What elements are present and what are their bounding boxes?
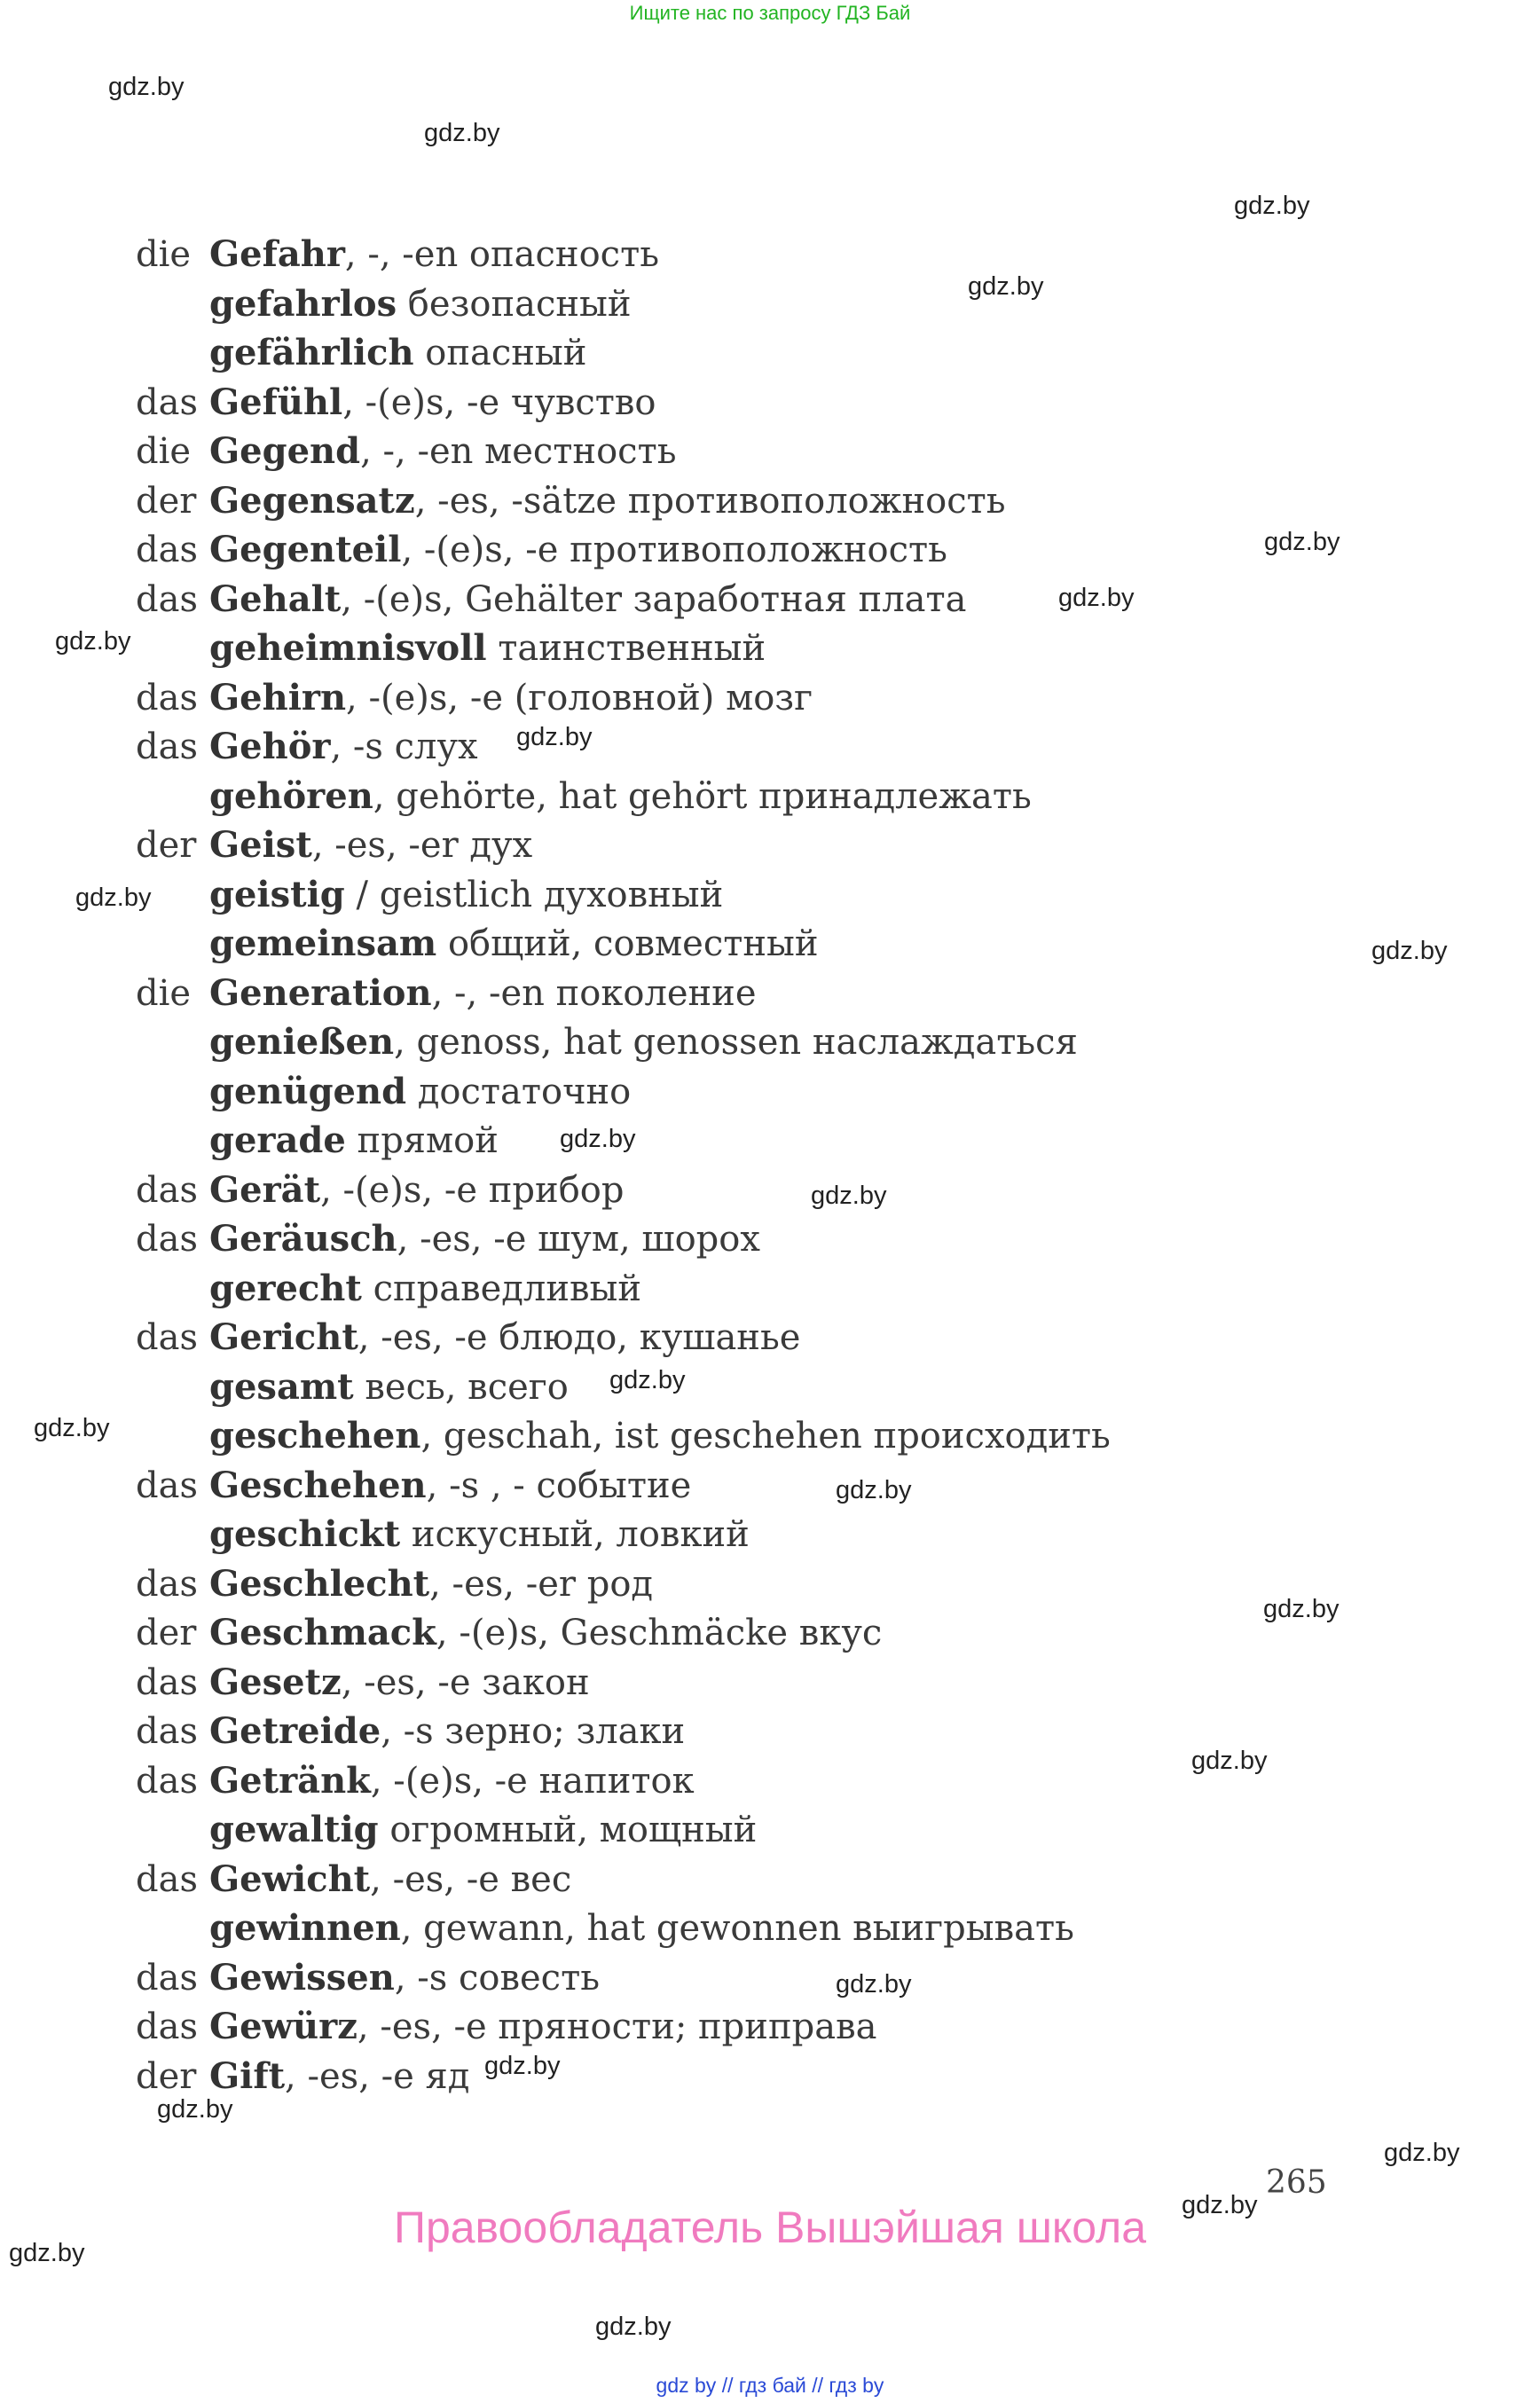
watermark[interactable]: gdz.by [1234, 192, 1310, 220]
watermark[interactable]: gdz.by [108, 73, 185, 101]
entry-details: , -(e)s, -e прибор [320, 1169, 625, 1211]
entry-details: , -es, -e пряности; приправа [357, 2006, 877, 2047]
entry-article: das [136, 1661, 198, 1703]
entry-details: , -(e)s, -e чувство [342, 381, 656, 423]
watermark[interactable]: gdz.by [968, 272, 1044, 301]
entry-headword: gemeinsam [209, 923, 437, 964]
entry-article: das [136, 1219, 198, 1260]
entry-headword: Gericht [209, 1316, 358, 1358]
watermark[interactable]: gdz.by [1191, 1747, 1268, 1775]
entry-article: die [136, 972, 192, 1014]
entry-article: das [136, 1858, 198, 1900]
entry-article: der [136, 2055, 197, 2097]
entry-headword: Gegensatz [209, 479, 415, 522]
watermark[interactable]: gdz.by [1058, 584, 1135, 612]
entry-headword: gehören [209, 774, 373, 817]
entry-headword: Gesetz [209, 1661, 342, 1703]
entry-details: , -es, -e блюдо, кушанье [358, 1317, 801, 1358]
entry-details: , -(e)s, Gehälter заработная плата [341, 578, 967, 620]
entry-article: das [136, 381, 198, 423]
entry-details: , geschah, ist geschehen происходить [420, 1416, 1111, 1457]
entry-details: , -(e)s, -e противоположность [401, 530, 947, 570]
footer-links[interactable]: gdz by // гдз бай // гдз by [656, 2374, 884, 2397]
entry-article: das [136, 1169, 198, 1211]
entry-details: , -es, -e закон [341, 1661, 590, 1703]
entry-details: безопасный [397, 283, 632, 325]
entry-article: der [136, 1613, 197, 1653]
entry-headword: Geschehen [209, 1464, 427, 1506]
entry-headword: gefährlich [209, 332, 414, 373]
entry-details: , -, -en местность [360, 431, 677, 472]
entry-headword: Gegenteil [209, 529, 402, 570]
entry-headword: geschehen [209, 1415, 421, 1457]
entry-headword: gewaltig [209, 1809, 379, 1850]
watermark[interactable]: gdz.by [1263, 1595, 1340, 1623]
entry-details: таинственный [486, 628, 766, 669]
entry-article: die [136, 431, 192, 472]
entry-details: справедливый [361, 1268, 641, 1309]
entry-details: , -es, -sätze противоположность [414, 480, 1006, 522]
entry-details: огромный, мощный [378, 1810, 758, 1850]
watermark[interactable]: gdz.by [595, 2313, 672, 2341]
entry-article: der [136, 480, 197, 522]
watermark[interactable]: gdz.by [484, 2052, 561, 2080]
entry-article: die [136, 234, 192, 275]
entry-headword: Gewissen [209, 1956, 395, 1999]
entry-headword: Gefahr [209, 233, 345, 275]
entry-details: , -es, -e вес [370, 1858, 572, 1900]
entry-headword: genießen [209, 1021, 395, 1063]
watermark[interactable]: gdz.by [75, 883, 152, 912]
entry-details: , -es, -er род [429, 1563, 654, 1605]
entry-details: весь, всего [353, 1366, 569, 1408]
entry-details: , -(e)s, -e напиток [370, 1760, 695, 1802]
entry-details: достаточно [406, 1071, 632, 1112]
entry-headword: Gehalt [209, 577, 342, 620]
entry-article: das [136, 1465, 198, 1506]
entry-headword: geistig [209, 873, 345, 915]
entry-details: прямой [345, 1120, 499, 1161]
watermark[interactable]: gdz.by [609, 1366, 686, 1394]
entry-headword: Getreide [209, 1710, 381, 1752]
entry-details: , -s слух [330, 726, 478, 767]
entry-details: , -es, -e шум, шорох [397, 1219, 760, 1260]
entry-article: das [136, 2006, 198, 2047]
entry-headword: gewinnen [209, 1907, 401, 1949]
entry-details: , genoss, hat genossen наслаждаться [394, 1022, 1078, 1063]
entry-details: / geistlich духовный [344, 874, 724, 915]
entry-headword: Gerät [209, 1168, 321, 1211]
entry-article: der [136, 825, 197, 866]
entry-details: , -s , - событие [426, 1465, 692, 1506]
watermark[interactable]: gdz.by [1182, 2191, 1258, 2219]
entry-details: , -es, -e яд [285, 2055, 470, 2097]
watermark[interactable]: gdz.by [811, 1182, 887, 1210]
entry-details: , -(e)s, Geschmäcke вкус [436, 1613, 883, 1653]
entry-headword: Gehör [209, 726, 331, 767]
watermark[interactable]: gdz.by [424, 119, 500, 147]
entry-article: das [136, 530, 198, 570]
copyright-notice: Правообладатель Вышэйшая школа [394, 2203, 1146, 2252]
page-number: 265 [1266, 2164, 1327, 2201]
entry-headword: Generation [209, 971, 432, 1014]
entry-details: , -, -en поколение [431, 972, 757, 1014]
entry-headword: gefahrlos [209, 282, 397, 325]
entry-headword: Geschmack [209, 1612, 436, 1653]
entry-details: , -es, -er дух [311, 825, 533, 866]
entry-details: , gewann, hat gewonnen выигрывать [400, 1908, 1074, 1949]
entry-headword: Gewicht [209, 1857, 371, 1900]
entry-headword: Geschlecht [209, 1562, 430, 1605]
watermark[interactable]: gdz.by [1384, 2139, 1460, 2167]
entry-details: , -(e)s, -e (головной) мозг [346, 677, 813, 719]
entry-headword: geheimnisvoll [209, 627, 487, 669]
entry-headword: Geist [209, 824, 312, 866]
entry-details: , gehörte, hat gehört принадлежать [373, 775, 1032, 817]
watermark[interactable]: gdz.by [1264, 528, 1340, 556]
entry-headword: gerade [209, 1119, 346, 1161]
entry-details: , -, -en опасность [344, 234, 659, 275]
entry-headword: Gift [209, 2054, 286, 2097]
entry-headword: Geräusch [209, 1218, 397, 1260]
entry-article: das [136, 578, 198, 620]
entry-details: , -s совесть [394, 1957, 600, 1999]
entry-details: искусный, ловкий [400, 1514, 750, 1555]
entry-headword: Gefühl [209, 381, 343, 423]
top-banner[interactable]: Ищите нас по запросу ГДЗ Бай [629, 2, 911, 24]
entry-details: , -s зерно; злаки [381, 1711, 686, 1752]
entry-headword: geschickt [209, 1513, 401, 1555]
entry-article: das [136, 726, 198, 767]
entry-headword: Gehirn [209, 676, 347, 719]
watermark[interactable]: gdz.by [1371, 937, 1448, 965]
entry-headword: gerecht [209, 1267, 362, 1309]
entry-headword: Getränk [209, 1759, 371, 1802]
entry-headword: genügend [209, 1070, 407, 1112]
entry-article: das [136, 1957, 198, 1999]
entry-headword: Gegend [209, 430, 361, 472]
watermark[interactable]: gdz.by [836, 1970, 912, 1999]
entry-article: das [136, 1760, 198, 1802]
entry-article: das [136, 1563, 198, 1605]
watermark[interactable]: gdz.by [157, 2095, 233, 2124]
watermark[interactable]: gdz.by [560, 1125, 636, 1153]
watermark[interactable]: gdz.by [836, 1476, 912, 1504]
entry-details: общий, совместный [436, 923, 819, 964]
entry-article: das [136, 1317, 198, 1358]
watermark[interactable]: gdz.by [9, 2239, 85, 2267]
watermark[interactable]: gdz.by [55, 627, 131, 656]
entry-details: опасный [413, 333, 587, 373]
entry-headword: gesamt [209, 1365, 354, 1408]
entry-headword: Gewürz [209, 2006, 358, 2047]
entry-article: das [136, 677, 198, 719]
watermark[interactable]: gdz.by [34, 1414, 110, 1442]
watermark[interactable]: gdz.by [516, 723, 593, 751]
entry-article: das [136, 1711, 198, 1752]
